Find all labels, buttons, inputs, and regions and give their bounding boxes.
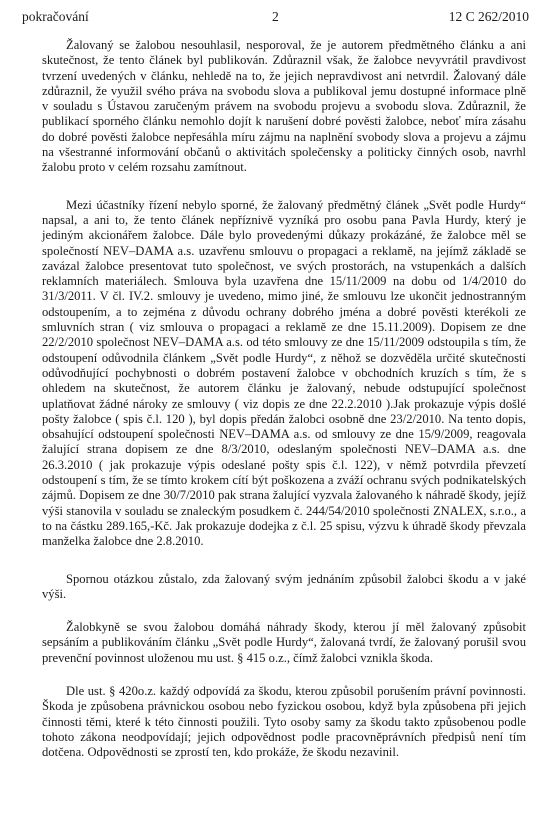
- paragraph-disputed-question: Spornou otázkou zůstalo, zda žalovaný svým jednáním způsobil žalobci škodu a v jaké výši.: [42, 571, 526, 601]
- paragraph-spacer: [42, 550, 526, 572]
- page-number: 2: [272, 9, 279, 24]
- paragraph-undisputed-facts: Mezi účastníky řízení nebylo sporné, že žalovaný předmětný článek „Svět podle Hurdy“ napsal, a ani to, že tento článek nepříznivě vyzníká pro osobu pana Pavla Hurdy, který je jediným akcionářem žalobce. Dále bylo provedenými důkazy prokázáné, že žalobce měl se společností NEV–DAMA a.s. uzavřenu smlouvu o propagaci a reklamě, na jejímž základě se zavázal žalobce presentovat tuto společnost, ve svých prostorách, na vstupenkách a dalších reklamních materiálech. Smlouva byla uzavřena dne 15/11/2009 na dobu od 1/4/2010 do 31/3/2011. V čl. IV.2. smlouvy je uvedeno, mimo jiné, že smlouvu lze ukončit jednostranným odstoupením, a to zejména z důvodu ochrany dobrého jména a dobré pověsti kterékoli ze smluvních stran ( viz smlouva o propagaci a reklamě ze dne 15.11.2009). Dopisem ze dne 22/2/2010 společnost NEV–DAMA a.s. od této smlouvy ze dne 15/11/2009 odstoupila s tím, že odstoupení odůvodnila článkem „Svět podle Hurdy“, z něhož se dozvěděla určité skutečnosti odůvodňující pochybnosti o dobrém postavení žalobce v obchodních kruzích s tím, že s ohledem na skutečnost, že autorem článku je žalovaný, nebude odstupující společnost uplatňovat žádné nároky ze smlouvy ( viz dopis ze dne 22.2.2010 ).Jak prokazuje výpis došlé pošty žalobce ( spis č.l. 120 ), byl dopis předán žalobci osobně dne 23/2/2010. Na tento dopis, obsahující odstoupení společnosti NEV–DAMA a.s. od smlouvy ze dne 15/9/2009, reagovala žalující strana dopisem ze dne 8/3/2010, odeslaným společnosti NEV–DAMA a.s. dne 26.3.2010 ( jak prokazuje výpis odeslané pošty spis č.l. 122), v němž potvrdila převzetí odstoupení s tím, že se tímto krokem cítí být poškozena a zváží ochranu svých podnikatelských zájmů. Dopisem ze dne 30/7/2010 pak strana žalující vyzvala žalovaného k náhradě škody, jejíž výši stanovila v souladu se znaleckým posudkem č. 244/54/2010 společnosti ZNALEX, s.r.o., a to na částku 289.165,-Kč. Jak prokazuje dodejka z č.l. 25 spisu, výzvu k úhradě škody převzala manželka žalobce dne 2.8.2010.: [42, 197, 526, 549]
- paragraph-spacer: [42, 666, 526, 684]
- paragraph-legal-provision: Dle ust. § 420o.z. každý odpovídá za škodu, kterou způsobil porušením právní povinnosti. Škoda je způsobena právnickou osobou nebo fyzickou osobou, když byla způsobena při jejich činnosti těmi, které k této činnosti použili. Tyto osoby samy za škodu takto způsobenou podle tohoto zákona neodpovídají; jejich odpovědnost podle pracovněprávních předpisů není tím dotčena. Odpovědnosti se zprostí ten, kdo prokáže, že škodu nezavinil.: [42, 683, 526, 760]
- paragraph-spacer: [42, 602, 526, 620]
- page-header: [22, 8, 529, 26]
- continuation-label: pokračování: [22, 9, 89, 24]
- paragraph-defendant-response: Žalovaný se žalobou nesouhlasil, nesporoval, že je autorem předmětného článku a ani skutečnost, že tento článek byl publikován. Zdůraznil však, že žalobce nevyvrátil pravdivost tvrzení uvedených v článku, nehledě na to, že jejich nepravdivost ani netvrdil. Žalovaný dále zdůraznil, že využil svého práva na svobodu slova a publikoval jemu dostupné informace plně v souladu s Ústavou zaručeným právem na svobodu projevu a svobodu slova. Zdůraznil, že publikací sporného článku nemohlo dojít k narušení dobré pověsti žalobce, neboť míra zásahu do dobré pověsti žalobce nepřesáhla míru zájmu na naplnění svobody slova a projevu a zájmu na všestranné informování občanů o aktivitách společensky a politicky činných osob, navrhl žalobu proto v celém rozsahu zamítnout.: [42, 38, 526, 175]
- document-body: [42, 38, 526, 760]
- paragraph-claim: Žalobkyně se svou žalobou domáhá náhrady škody, kterou jí měl žalovaný způsobit sepsáním a publikováním článku „Svět podle Hurdy“, žalovaná tvrdí, že žalovaný porušil svou prevenční povinnost uloženou mu ust. § 415 o.z., čímž žalobci vznikla škoda.: [42, 620, 526, 665]
- case-number: 12 C 262/2010: [448, 9, 529, 24]
- paragraph-spacer: [42, 176, 526, 198]
